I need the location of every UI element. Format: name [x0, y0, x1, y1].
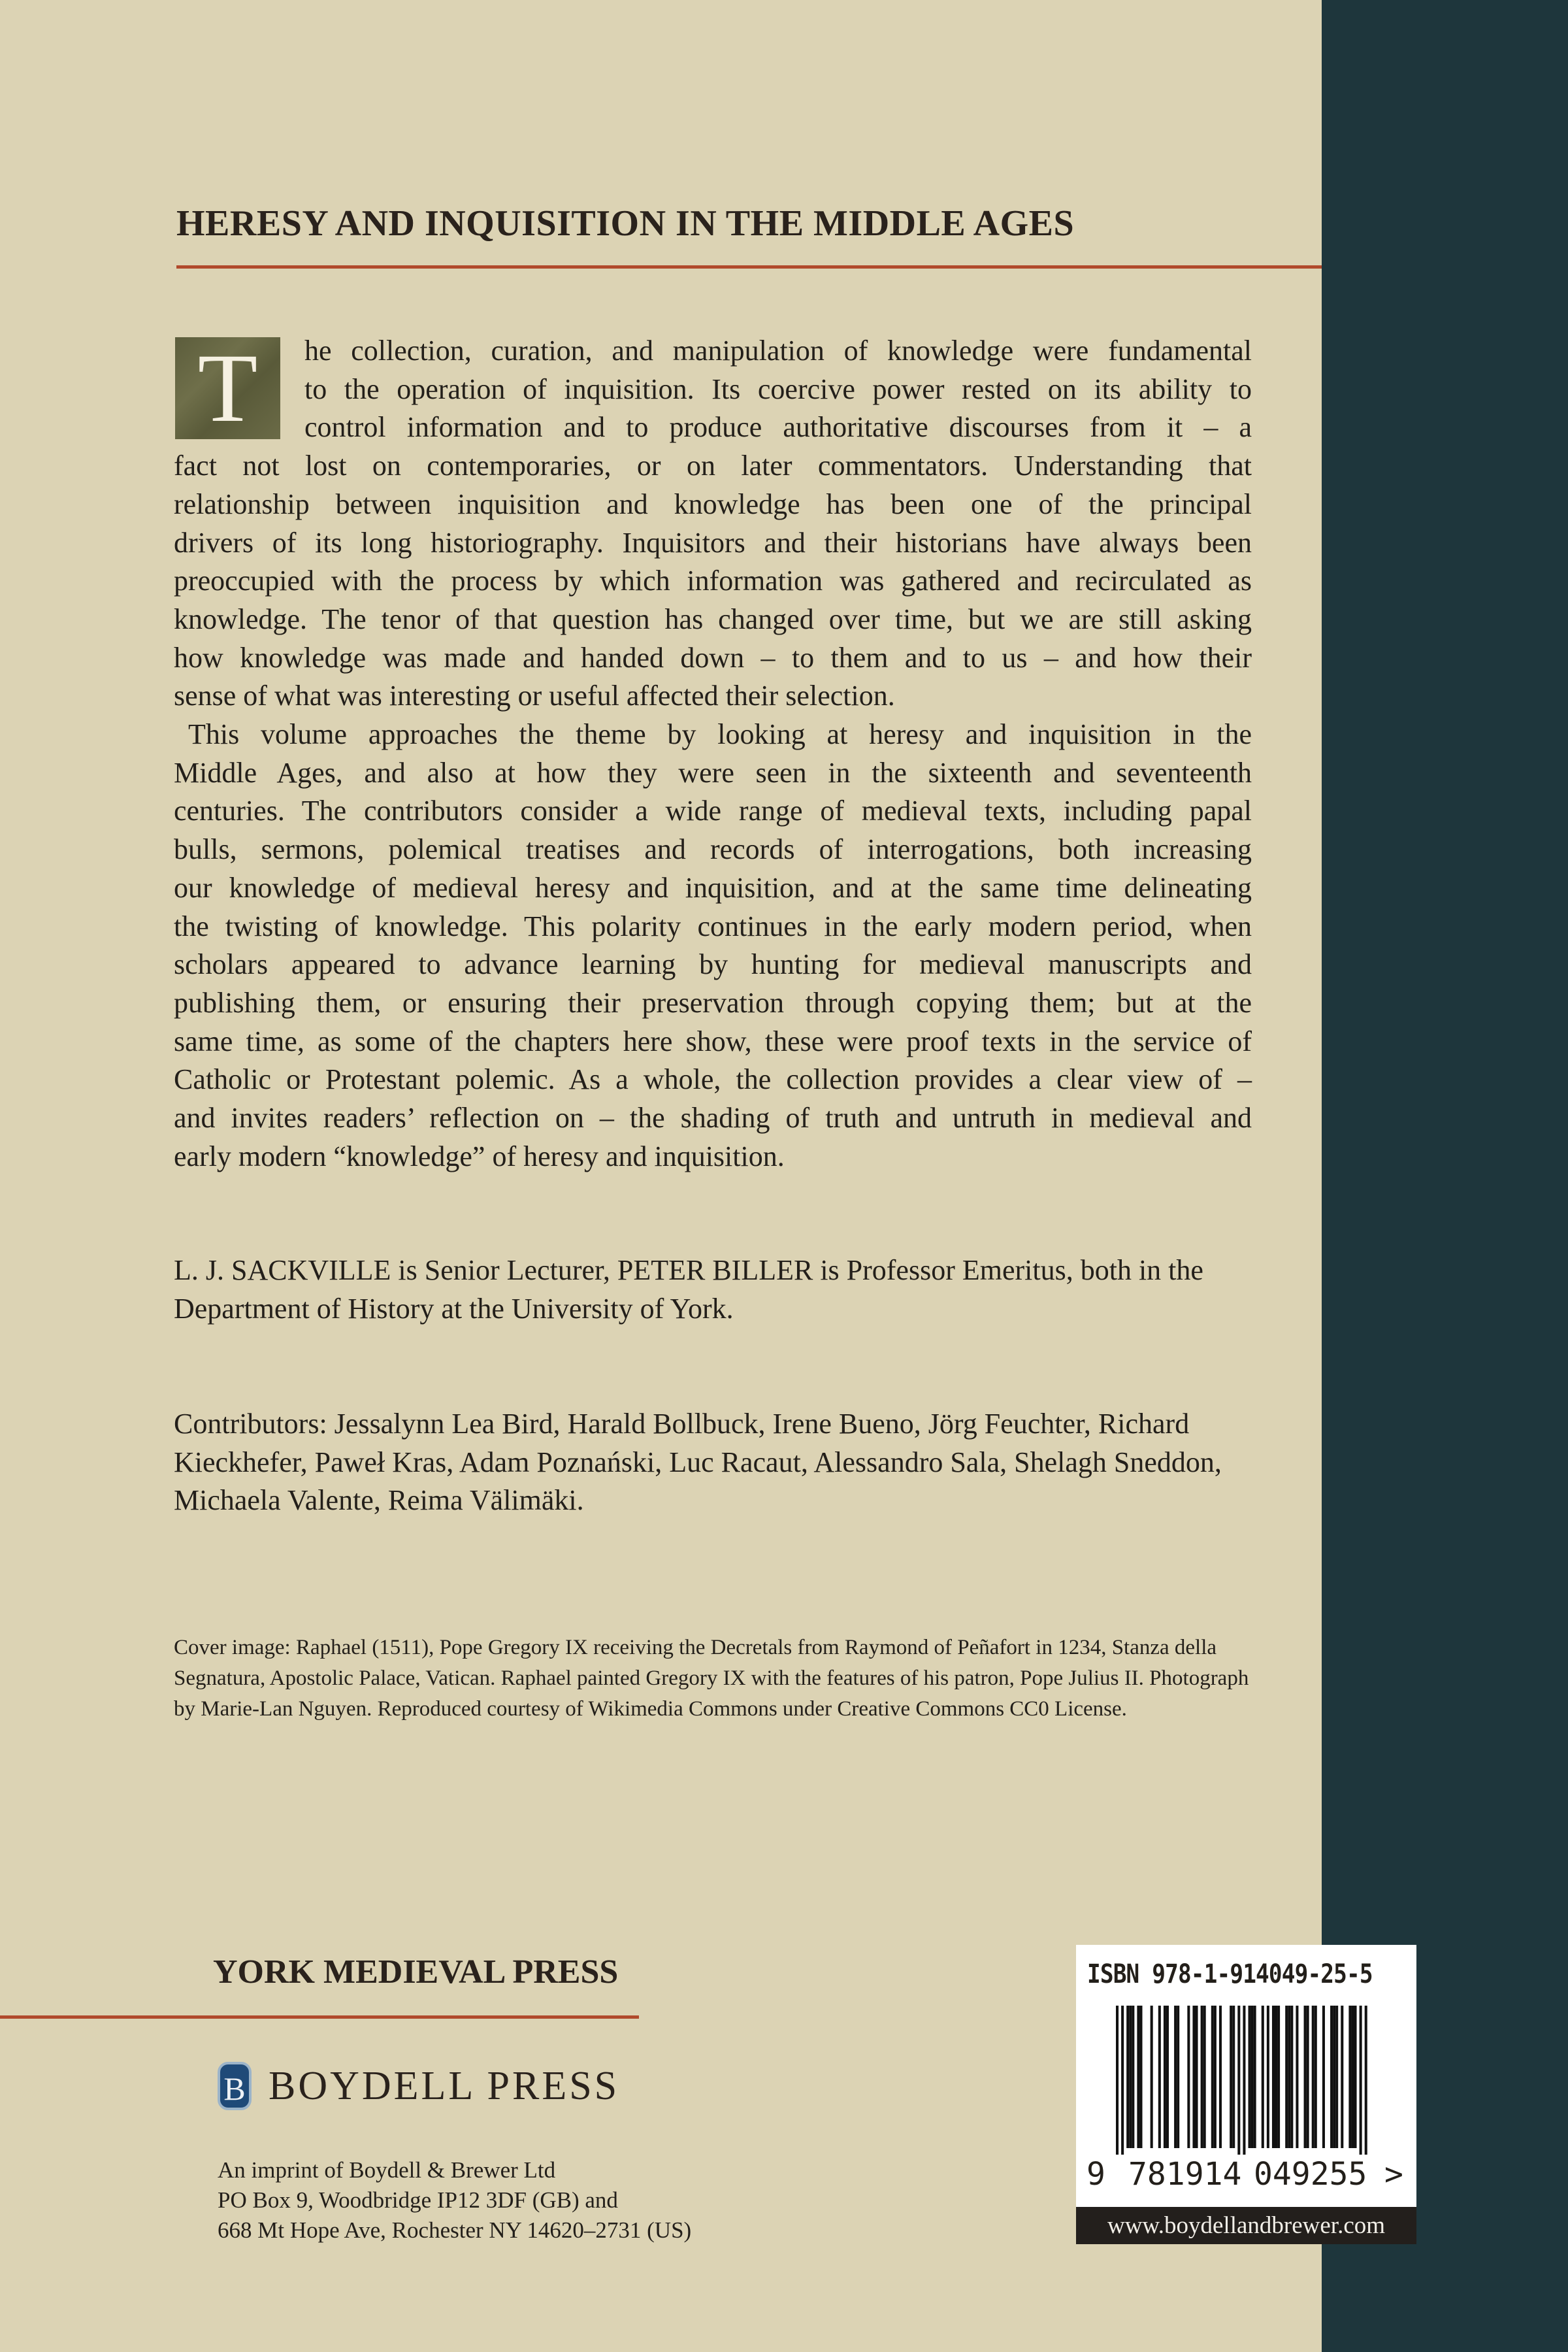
isbn-label: ISBN 978-1-914049-25-5	[1087, 1959, 1373, 1989]
blurb-line: same time, as some of the chapters here show, these were proof texts in the service of	[174, 1025, 1252, 1057]
barcode-bar	[1214, 2006, 1217, 2148]
book-title: HERESY AND INQUISITION IN THE MIDDLE AGES	[176, 203, 1075, 244]
barcode-bar	[1348, 2006, 1351, 2148]
barcode-bar	[1132, 2006, 1134, 2148]
barcode-bar	[1288, 2006, 1290, 2148]
barcode-bar	[1333, 2006, 1335, 2148]
barcode-bar	[1312, 2006, 1315, 2148]
barcode-bar	[1330, 2006, 1333, 2148]
blurb-line: sense of what was interesting or useful affected their selection.	[174, 680, 895, 712]
blurb-line: This volume approaches the theme by looking at heresy and inquisition in the	[188, 718, 1252, 751]
drop-cap: T	[175, 337, 280, 439]
barcode-bar	[1232, 2006, 1235, 2148]
series-divider	[0, 2015, 639, 2019]
imprint-line: 668 Mt Hope Ave, Rochester NY 14620–2731 (US)	[218, 2217, 692, 2243]
blurb-line: bulls, sermons, polemical treatises and records of interrogations, both increasing	[174, 833, 1252, 866]
barcode-bar	[1354, 2006, 1357, 2148]
barcode-left-digits: 781914	[1128, 2156, 1242, 2193]
blurb-line: centuries. The contributors consider a wide range of medieval texts, including papal	[174, 795, 1252, 827]
imprint-line: PO Box 9, Woodbridge IP12 3DF (GB) and	[218, 2187, 618, 2213]
imprint-address	[218, 2155, 691, 2245]
barcode-bar	[1129, 2006, 1132, 2148]
cover-credit: Cover image: Raphael (1511), Pope Gregory IX receiving the Decretals from Raymond of Peñafort in 1234, Stanza della Segnatura, Apostolic Palace, Vatican. Raphael painted Gregory IX with the features of his patron, Pope Julius II. Photograph by Marie-Lan Nguyen. Reproduced courtesy of Wikimedia Commons under Creative Commons CC0 License.	[174, 1636, 1249, 1721]
contributors: Contributors: Jessalynn Lea Bird, Harald Bollbuck, Irene Bueno, Jörg Feuchter, Richard Kieckhefer, Paweł Kras, Adam Poznański, Luc Racaut, Alessandro Sala, Shelagh Sneddon, Michaela Valente, Reima Välimäki.	[174, 1408, 1222, 1517]
barcode-bar	[1211, 2006, 1214, 2148]
barcode-bar	[1243, 2006, 1245, 2155]
barcode-bar	[1351, 2006, 1354, 2148]
barcode-bar	[1249, 2006, 1251, 2148]
publisher-logo-icon: B	[218, 2062, 252, 2110]
imprint-line: An imprint of Boydell & Brewer Ltd	[218, 2157, 556, 2183]
barcode-bar	[1272, 2006, 1275, 2148]
barcode-bar	[1304, 2006, 1307, 2148]
barcode-bar	[1365, 2006, 1367, 2155]
barcode-bar	[1126, 2006, 1129, 2148]
blurb-line: how knowledge was made and handed down – to them and to us – and how their	[174, 641, 1252, 674]
barcode-bar	[1158, 2006, 1161, 2148]
barcode-bar	[1203, 2006, 1206, 2148]
blurb-line: drivers of its long historiography. Inquisitors and their historians have always been	[174, 526, 1252, 559]
blurb-line: control information and to produce authoritative discourses from it – a	[304, 411, 1252, 444]
website-link[interactable]: www.boydellandbrewer.com	[1076, 2207, 1416, 2244]
barcode-bar	[1192, 2006, 1195, 2148]
blurb-line: preoccupied with the process by which information was gathered and recirculated as	[174, 565, 1252, 597]
barcode-bar	[1116, 2006, 1119, 2155]
barcode-bar	[1251, 2006, 1254, 2148]
blurb	[174, 332, 1252, 1176]
author-bio: L. J. SACKVILLE is Senior Lecturer, PETER BILLER is Professor Emeritus, both in the Department of History at the University of York.	[174, 1254, 1203, 1325]
barcode-bar	[1139, 2006, 1142, 2148]
barcode-first-digit: 9	[1086, 2156, 1105, 2193]
barcode-bar	[1277, 2006, 1280, 2148]
barcode-bar	[1177, 2006, 1179, 2148]
barcode-bar	[1322, 2006, 1325, 2148]
barcode-bar	[1267, 2006, 1269, 2148]
barcode-bar	[1254, 2006, 1256, 2148]
title-divider	[176, 265, 1322, 269]
barcode-right-digits: 049255	[1254, 2156, 1367, 2193]
barcode-bar	[1360, 2006, 1362, 2155]
blurb-line: to the operation of inquisition. Its coercive power rested on its ability to	[304, 373, 1252, 405]
barcode-bar	[1230, 2006, 1232, 2148]
blurb-line: our knowledge of medieval heresy and inquisition, and at the same time delineating	[174, 871, 1252, 904]
barcode-bar	[1201, 2006, 1203, 2148]
barcode-bar	[1285, 2006, 1288, 2148]
barcode-bar	[1275, 2006, 1277, 2148]
publisher-logo	[218, 2062, 619, 2110]
barcode-bar	[1315, 2006, 1317, 2148]
blurb-line: relationship between inquisition and knowledge has been one of the principal	[174, 488, 1252, 520]
barcode-bar	[1121, 2006, 1124, 2155]
blurb-line: Middle Ages, and also at how they were seen in the sixteenth and seventeenth	[174, 756, 1252, 789]
barcode-bar	[1164, 2006, 1166, 2148]
blurb-line: Catholic or Protestant polemic. As a whole, the collection provides a clear view of –	[174, 1063, 1252, 1096]
blurb-line: publishing them, or ensuring their preservation through copying them; but at the	[174, 986, 1252, 1019]
barcode-bar	[1196, 2006, 1198, 2148]
blurb-line: knowledge. The tenor of that question has changed over time, but we are still asking	[174, 603, 1252, 635]
blurb-line: he collection, curation, and manipulation of knowledge were fundamental	[304, 335, 1252, 367]
barcode-bar	[1151, 2006, 1153, 2148]
barcode-bar	[1262, 2006, 1264, 2148]
blurb-line: the twisting of knowledge. This polarity continues in the early modern period, when	[174, 910, 1252, 942]
series-name: YORK MEDIEVAL PRESS	[213, 1953, 619, 1991]
blurb-line: scholars appeared to advance learning by hunting for medieval manuscripts and	[174, 948, 1252, 981]
barcode-bar	[1219, 2006, 1222, 2148]
barcode-quiet-mark: >	[1384, 2156, 1403, 2193]
barcode-box	[1076, 1945, 1416, 2244]
blurb-line: early modern “knowledge” of heresy and inquisition.	[174, 1140, 785, 1172]
barcode-bar	[1174, 2006, 1177, 2148]
barcode-bar	[1290, 2006, 1293, 2148]
blurb-line: fact not lost on contemporaries, or on later commentators. Understanding that	[174, 450, 1252, 482]
barcode-bar	[1187, 2006, 1190, 2148]
barcode-bar	[1307, 2006, 1309, 2148]
barcode-bar	[1137, 2006, 1139, 2148]
barcode-bar	[1166, 2006, 1169, 2148]
blurb-line: and invites readers’ reflection on – the shading of truth and untruth in medieval and	[174, 1102, 1252, 1135]
barcode-bar	[1296, 2006, 1298, 2148]
publisher-name: BOYDELL PRESS	[269, 2063, 620, 2108]
barcode-bar	[1335, 2006, 1338, 2148]
barcode-bar	[1237, 2006, 1240, 2155]
barcode-bar	[1341, 2006, 1343, 2148]
